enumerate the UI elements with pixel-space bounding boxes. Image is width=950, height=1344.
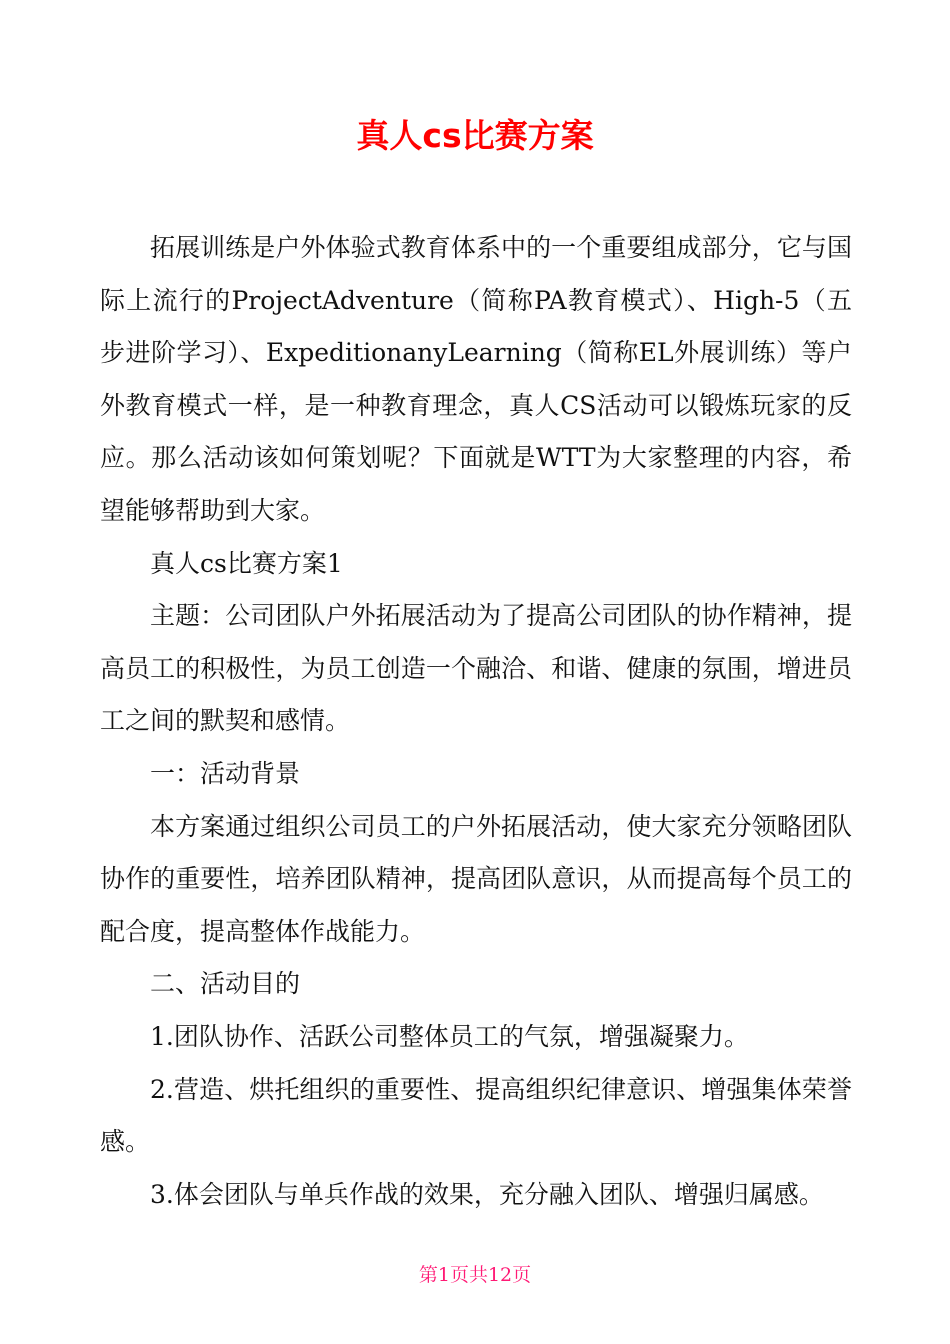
purpose-item-1: 1.团队协作、活跃公司整体员工的气氛，增强凝聚力。: [150, 1021, 749, 1051]
section-heading-plan-1: 真人cs比赛方案1: [150, 548, 343, 578]
document-body: [100, 222, 852, 1221]
document-title: 真人cs比赛方案: [356, 116, 594, 155]
section-heading-purpose: 二、活动目的: [150, 969, 301, 999]
page-number-footer: 第1页共12页: [418, 1264, 532, 1286]
section-heading-background: 一：活动背景: [150, 758, 301, 788]
intro-paragraph: 拓展训练是户外体验式教育体系中的一个重要组成部分，它与国际上流行的ProjectAdventure（简称PA教育模式）、High-5（五步进阶学习）、ExpeditionanyLearning（简称EL外展训练）等户外教育模式一样，是一种教育理念，真人CS活动可以锻炼玩家的反应。那么活动该如何策划呢？下面就是WTT为大家整理的内容，希望能够帮助到大家。: [100, 233, 852, 525]
background-paragraph: 本方案通过组织公司员工的户外拓展活动，使大家充分领略团队协作的重要性，培养团队精神，提高团队意识，从而提高每个员工的配合度，提高整体作战能力。: [100, 811, 852, 946]
purpose-item-3: 3.体会团队与单兵作战的效果，充分融入团队、增强归属感。: [150, 1179, 824, 1209]
purpose-item-2: 2.营造、烘托组织的重要性、提高组织纪律意识、增强集体荣誉感。: [100, 1074, 852, 1157]
theme-paragraph: 主题：公司团队户外拓展活动为了提高公司团队的协作精神，提高员工的积极性，为员工创造一个融洽、和谐、健康的氛围，增进员工之间的默契和感情。: [100, 601, 852, 736]
